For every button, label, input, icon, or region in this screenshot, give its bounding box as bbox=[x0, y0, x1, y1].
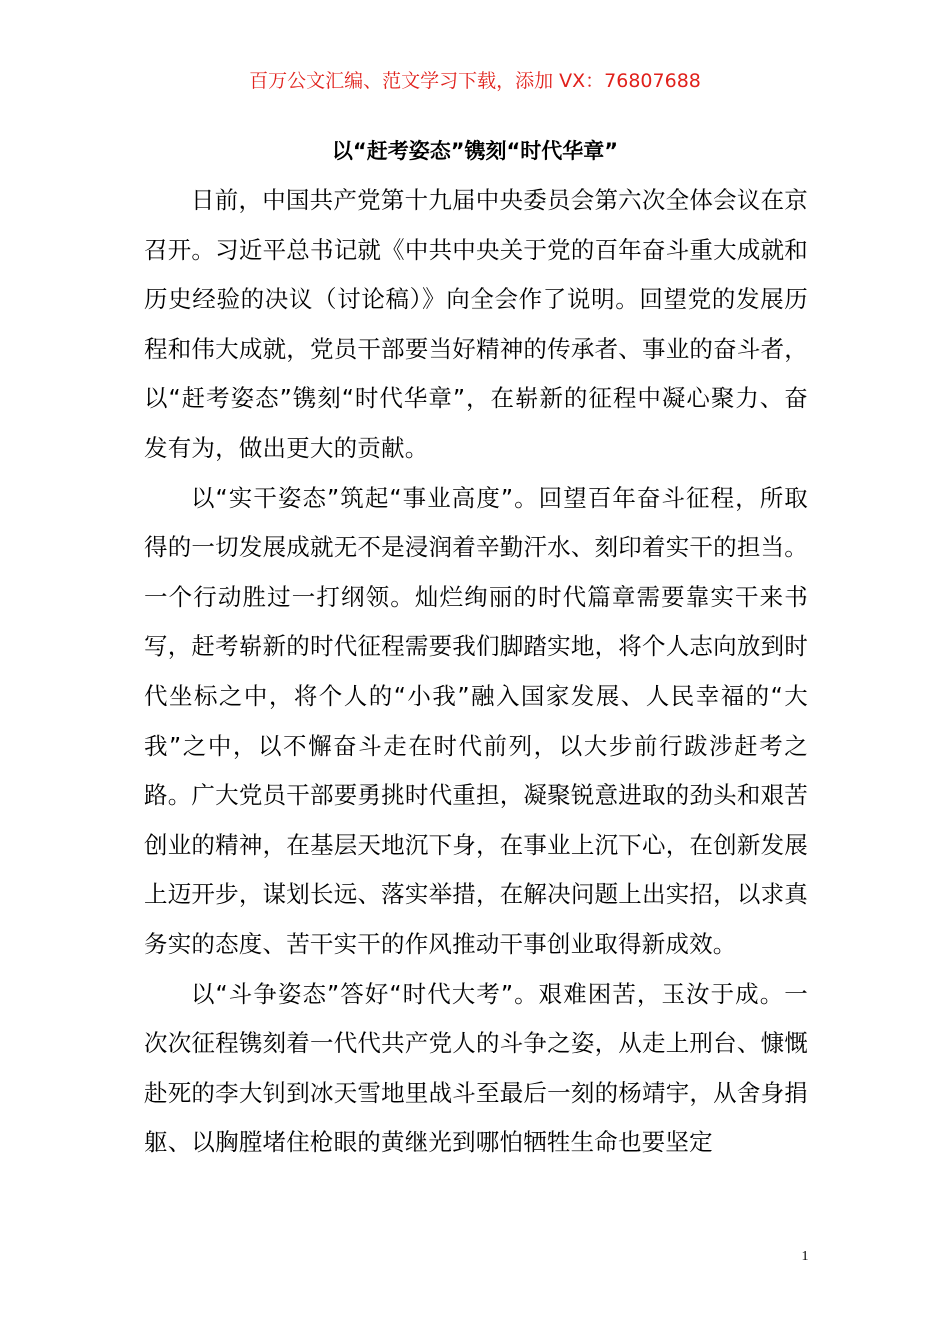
document-title: 以“赶考姿态”镌刻“时代华章” bbox=[331, 139, 619, 163]
paragraph-3: 以“斗争姿态”答好“时代大考”。艰难困苦，玉汝于成。一次次征程镌刻着一代代共产党人的斗争之姿，从走上刑台、慷慨赴死的李大钊到冰天雪地里战斗至最后一刻的杨靖宇，从舍身捐躯、以胸膛堵住枪眼的黄继光到哪怕牺牲生命也要坚定 bbox=[144, 979, 808, 1157]
page-number: 1 bbox=[801, 1249, 809, 1264]
header-banner: 百万公文汇编、范文学习下载，添加 VX：76807688 bbox=[249, 70, 701, 92]
document-body bbox=[144, 176, 808, 1168]
paragraph-2: 以“实干姿态”筑起“事业高度”。回望百年奋斗征程，所取得的一切发展成就无不是浸润着辛勤汗水、刻印着实干的担当。一个行动胜过一打纲领。灿烂绚丽的时代篇章需要靠实干来书写，赶考崭新的时代征程需要我们脚踏实地，将个人志向放到时代坐标之中，将个人的“小我”融入国家发展、人民幸福的“大我”之中，以不懈奋斗走在时代前列，以大步前行跋涉赶考之路。广大党员干部要勇挑时代重担，凝聚锐意进取的劲头和艰苦创业的精神，在基层天地沉下身，在事业上沉下心，在创新发展上迈开步，谋划长远、落实举措，在解决问题上出实招，以求真务实的态度、苦干实干的作风推动干事创业取得新成效。 bbox=[144, 483, 808, 958]
paragraph-1: 日前，中国共产党第十九届中央委员会第六次全体会议在京召开。习近平总书记就《中共中央关于党的百年奋斗重大成就和历史经验的决议（讨论稿）》向全会作了说明。回望党的发展历程和伟大成就，党员干部要当好精神的传承者、事业的奋斗者，以“赶考姿态”镌刻“时代华章”，在崭新的征程中凝心聚力、奋发有为，做出更大的贡献。 bbox=[144, 186, 808, 462]
